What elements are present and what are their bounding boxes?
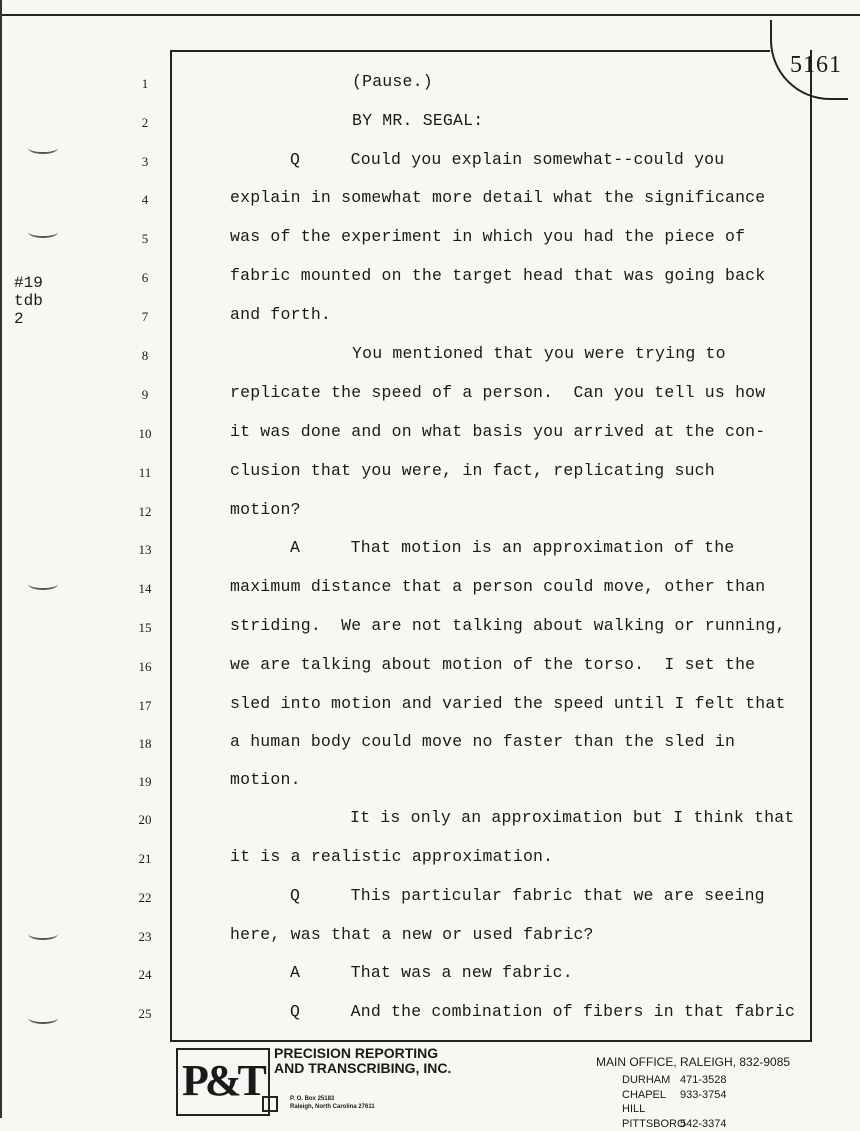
line-number: 5 xyxy=(130,231,160,247)
transcript-line: clusion that you were, in fact, replicating such xyxy=(230,461,715,480)
transcript-line: fabric mounted on the target head that was going back xyxy=(230,266,765,285)
line-number: 20 xyxy=(130,812,160,828)
transcript-line: was of the experiment in which you had the piece of xyxy=(230,227,745,246)
page-number: 5161 xyxy=(790,52,842,79)
office-row xyxy=(622,1088,727,1117)
transcript-line: BY MR. SEGAL: xyxy=(352,111,483,130)
line-number: 6 xyxy=(130,270,160,286)
line-number: 4 xyxy=(130,192,160,208)
line-number: 25 xyxy=(130,1006,160,1022)
address-line: P. O. Box 25183 xyxy=(290,1095,375,1103)
firm-name-line: PRECISION REPORTING xyxy=(274,1046,451,1061)
transcript-line: it is a realistic approximation. xyxy=(230,847,553,866)
transcript-line: Q Could you explain somewhat--could you xyxy=(290,150,724,169)
line-number: 22 xyxy=(130,890,160,906)
punch-hole-mark xyxy=(28,1012,58,1024)
transcript-line: A That was a new fabric. xyxy=(290,963,573,982)
address-line: Raleigh, North Carolina 27611 xyxy=(290,1103,375,1111)
margin-note-line: tdb xyxy=(14,292,43,310)
office-phone: 471-3528 xyxy=(680,1073,727,1088)
branch-offices xyxy=(622,1073,727,1131)
line-number: 15 xyxy=(130,620,160,636)
line-number: 21 xyxy=(130,851,160,867)
transcript-line: we are talking about motion of the torso. I set the xyxy=(230,655,755,674)
frame-top-rule xyxy=(170,50,770,52)
office-row xyxy=(622,1117,727,1131)
punch-hole-mark xyxy=(28,578,58,590)
line-number: 23 xyxy=(130,929,160,945)
left-page-edge xyxy=(0,0,2,1118)
top-rule xyxy=(0,14,860,16)
transcript-line: and forth. xyxy=(230,305,331,324)
transcript-line: A That motion is an approximation of the xyxy=(290,538,734,557)
margin-note-line: 2 xyxy=(14,310,43,328)
line-number: 1 xyxy=(130,76,160,92)
transcript-line: a human body could move no faster than the sled in xyxy=(230,732,735,751)
office-phone: 542-3374 xyxy=(680,1117,727,1131)
line-number: 14 xyxy=(130,581,160,597)
transcript-line: You mentioned that you were trying to xyxy=(352,344,726,363)
reporter-logo xyxy=(176,1048,270,1116)
firm-address xyxy=(290,1095,375,1111)
margin-note xyxy=(14,274,43,328)
transcript-line: motion. xyxy=(230,770,301,789)
transcript-line: Q This particular fabric that we are seeing xyxy=(290,886,765,905)
transcript-line: Q And the combination of fibers in that fabric xyxy=(290,1002,795,1021)
punch-hole-mark xyxy=(28,142,58,154)
line-number: 16 xyxy=(130,659,160,675)
transcript-line: here, was that a new or used fabric? xyxy=(230,925,594,944)
transcript-line: striding. We are not talking about walking or running, xyxy=(230,616,786,635)
margin-note-line: #19 xyxy=(14,274,43,292)
line-number: 24 xyxy=(130,967,160,983)
transcript-line: maximum distance that a person could move, other than xyxy=(230,577,765,596)
office-city: CHAPEL HILL xyxy=(622,1088,680,1117)
line-number: 3 xyxy=(130,154,160,170)
transcript-line: It is only an approximation but I think that xyxy=(350,808,794,827)
line-number: 13 xyxy=(130,542,160,558)
transcript-line: it was done and on what basis you arrived at the con- xyxy=(230,422,765,441)
office-row xyxy=(622,1073,727,1088)
logo-text: P&T xyxy=(182,1054,263,1108)
line-number: 2 xyxy=(130,115,160,131)
line-number: 12 xyxy=(130,504,160,520)
line-number: 19 xyxy=(130,774,160,790)
punch-hole-mark xyxy=(28,928,58,940)
office-city: PITTSBORO xyxy=(622,1117,680,1131)
line-number: 7 xyxy=(130,309,160,325)
transcript-line: explain in somewhat more detail what the significance xyxy=(230,188,765,207)
firm-name xyxy=(274,1046,451,1076)
line-number: 9 xyxy=(130,387,160,403)
office-phone: 933-3754 xyxy=(680,1088,727,1117)
line-number: 11 xyxy=(130,465,160,481)
office-city: DURHAM xyxy=(622,1073,680,1088)
firm-name-line: AND TRANSCRIBING, INC. xyxy=(274,1061,451,1076)
transcript-line: sled into motion and varied the speed until I felt that xyxy=(230,694,786,713)
line-number: 18 xyxy=(130,736,160,752)
transcript-line: motion? xyxy=(230,500,301,519)
line-number: 8 xyxy=(130,348,160,364)
transcript-line: (Pause.) xyxy=(352,72,433,91)
punch-hole-mark xyxy=(28,226,58,238)
transcript-line: replicate the speed of a person. Can you tell us how xyxy=(230,383,765,402)
logo-box xyxy=(262,1096,278,1112)
line-number: 10 xyxy=(130,426,160,442)
main-office: MAIN OFFICE, RALEIGH, 832-9085 xyxy=(596,1055,790,1069)
line-number: 17 xyxy=(130,698,160,714)
